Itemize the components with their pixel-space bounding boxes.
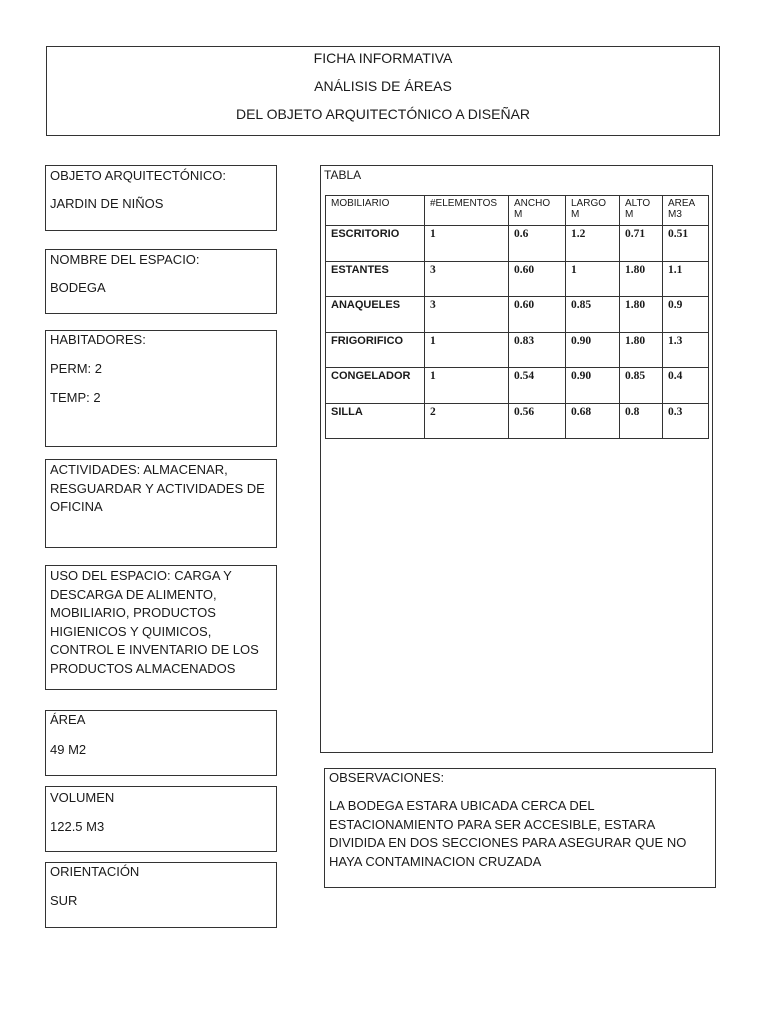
actividades-text xyxy=(50,461,265,517)
column-header: #ELEMENTOS xyxy=(425,196,509,226)
table-cell: ESTANTES xyxy=(326,261,425,297)
table-row xyxy=(326,403,709,439)
observaciones-label: OBSERVACIONES: xyxy=(329,770,445,785)
observaciones-line: HAYA CONTAMINACION CRUZADA xyxy=(329,853,542,869)
table-cell: 0.54 xyxy=(509,368,566,404)
area-box xyxy=(45,710,277,776)
table-cell: 1.80 xyxy=(620,261,663,297)
volumen-box xyxy=(45,786,277,852)
table-cell: ESCRITORIO xyxy=(326,226,425,262)
table-cell: 0.9 xyxy=(663,297,709,333)
volumen-value: 122.5 M3 xyxy=(50,819,105,834)
area-label: ÁREA xyxy=(50,712,86,727)
table-cell: 0.4 xyxy=(663,368,709,404)
table-cell: FRIGORIFICO xyxy=(326,332,425,368)
table-cell: 0.90 xyxy=(566,368,620,404)
observaciones-line: ESTACIONAMIENTO PARA SER ACCESIBLE, ESTARA xyxy=(329,816,656,832)
actividades-box xyxy=(45,459,277,548)
habitadores-label: HABITADORES: xyxy=(50,332,146,347)
observaciones-line: DIVIDIDA EN DOS SECCIONES PARA ASEGURAR QUE NO xyxy=(329,835,687,850)
header-title: FICHA INFORMATIVA xyxy=(313,50,453,66)
objeto-label: OBJETO ARQUITECTÓNICO: xyxy=(50,168,227,183)
column-header: MOBILIARIO xyxy=(326,196,425,226)
uso-box xyxy=(45,565,277,690)
column-header: ALTO M xyxy=(620,196,663,226)
table-cell: 0.6 xyxy=(509,226,566,262)
table-row xyxy=(326,332,709,368)
table-cell: 0.3 xyxy=(663,403,709,439)
column-header: ANCHO M xyxy=(509,196,566,226)
nombre-value: BODEGA xyxy=(50,280,106,295)
table-cell: 2 xyxy=(425,403,509,439)
table-cell: 0.60 xyxy=(509,297,566,333)
actividades-line: RESGUARDAR Y ACTIVIDADES DE xyxy=(50,480,265,496)
habitadores-temp: TEMP: 2 xyxy=(50,390,101,405)
uso-line: PRODUCTOS ALMACENADOS xyxy=(50,660,236,676)
table-cell: 1.3 xyxy=(663,332,709,368)
table-cell: 0.60 xyxy=(509,261,566,297)
header-subtitle-2: DEL OBJETO ARQUITECTÓNICO A DISEÑAR xyxy=(235,106,531,122)
table-cell: 0.8 xyxy=(620,403,663,439)
header-subtitle: ANÁLISIS DE ÁREAS xyxy=(314,78,452,94)
habitadores-perm: PERM: 2 xyxy=(50,361,103,376)
table-cell: CONGELADOR xyxy=(326,368,425,404)
table-cell: 0.56 xyxy=(509,403,566,439)
observaciones-text xyxy=(329,797,686,871)
table-row xyxy=(326,261,709,297)
table-cell: 3 xyxy=(425,261,509,297)
habitadores-box xyxy=(45,330,277,447)
tabla-title: TABLA xyxy=(324,168,362,182)
table-cell: 0.85 xyxy=(566,297,620,333)
uso-text xyxy=(50,567,259,678)
nombre-label: NOMBRE DEL ESPACIO: xyxy=(50,252,200,267)
uso-line: HIGIENICOS Y QUIMICOS, xyxy=(50,623,212,639)
table-cell: 0.85 xyxy=(620,368,663,404)
observaciones-line: LA BODEGA ESTARA UBICADA CERCA DEL xyxy=(329,798,595,813)
area-value: 49 M2 xyxy=(50,742,87,757)
table-cell: ANAQUELES xyxy=(326,297,425,333)
orientacion-box xyxy=(45,862,277,928)
table-cell: 1.2 xyxy=(566,226,620,262)
table-cell: 0.68 xyxy=(566,403,620,439)
volumen-label: VOLUMEN xyxy=(50,790,115,805)
table-cell: 0.71 xyxy=(620,226,663,262)
table-cell: 1.80 xyxy=(620,297,663,333)
table-row xyxy=(326,226,709,262)
table-cell: 1 xyxy=(425,332,509,368)
orientacion-value: SUR xyxy=(50,893,78,908)
table-cell: 1.1 xyxy=(663,261,709,297)
table-header-row xyxy=(326,196,709,226)
table-cell: SILLA xyxy=(326,403,425,439)
uso-line: CONTROL E INVENTARIO DE LOS xyxy=(50,642,259,657)
column-header: LARGO M xyxy=(566,196,620,226)
orientacion-label: ORIENTACIÓN xyxy=(50,864,140,879)
column-header: AREA M3 xyxy=(663,196,709,226)
table-cell: 0.83 xyxy=(509,332,566,368)
table-cell: 0.90 xyxy=(566,332,620,368)
table-cell: 1 xyxy=(425,226,509,262)
objeto-value: JARDIN DE NIÑOS xyxy=(50,196,164,211)
actividades-line: ACTIVIDADES: ALMACENAR, xyxy=(50,462,228,477)
nombre-box xyxy=(45,249,277,314)
header-box xyxy=(46,46,720,136)
uso-line: DESCARGA DE ALIMENTO, xyxy=(50,586,217,602)
actividades-line: OFICINA xyxy=(50,499,103,514)
table-cell: 1 xyxy=(566,261,620,297)
furniture-table xyxy=(325,195,709,439)
table-cell: 1 xyxy=(425,368,509,404)
uso-line: USO DEL ESPACIO: CARGA Y xyxy=(50,568,232,583)
objeto-box xyxy=(45,165,277,231)
table-row xyxy=(326,368,709,404)
table-cell: 3 xyxy=(425,297,509,333)
observaciones-box xyxy=(324,768,716,888)
table-cell: 1.80 xyxy=(620,332,663,368)
uso-line: MOBILIARIO, PRODUCTOS xyxy=(50,605,216,620)
table-cell: 0.51 xyxy=(663,226,709,262)
table-row xyxy=(326,297,709,333)
